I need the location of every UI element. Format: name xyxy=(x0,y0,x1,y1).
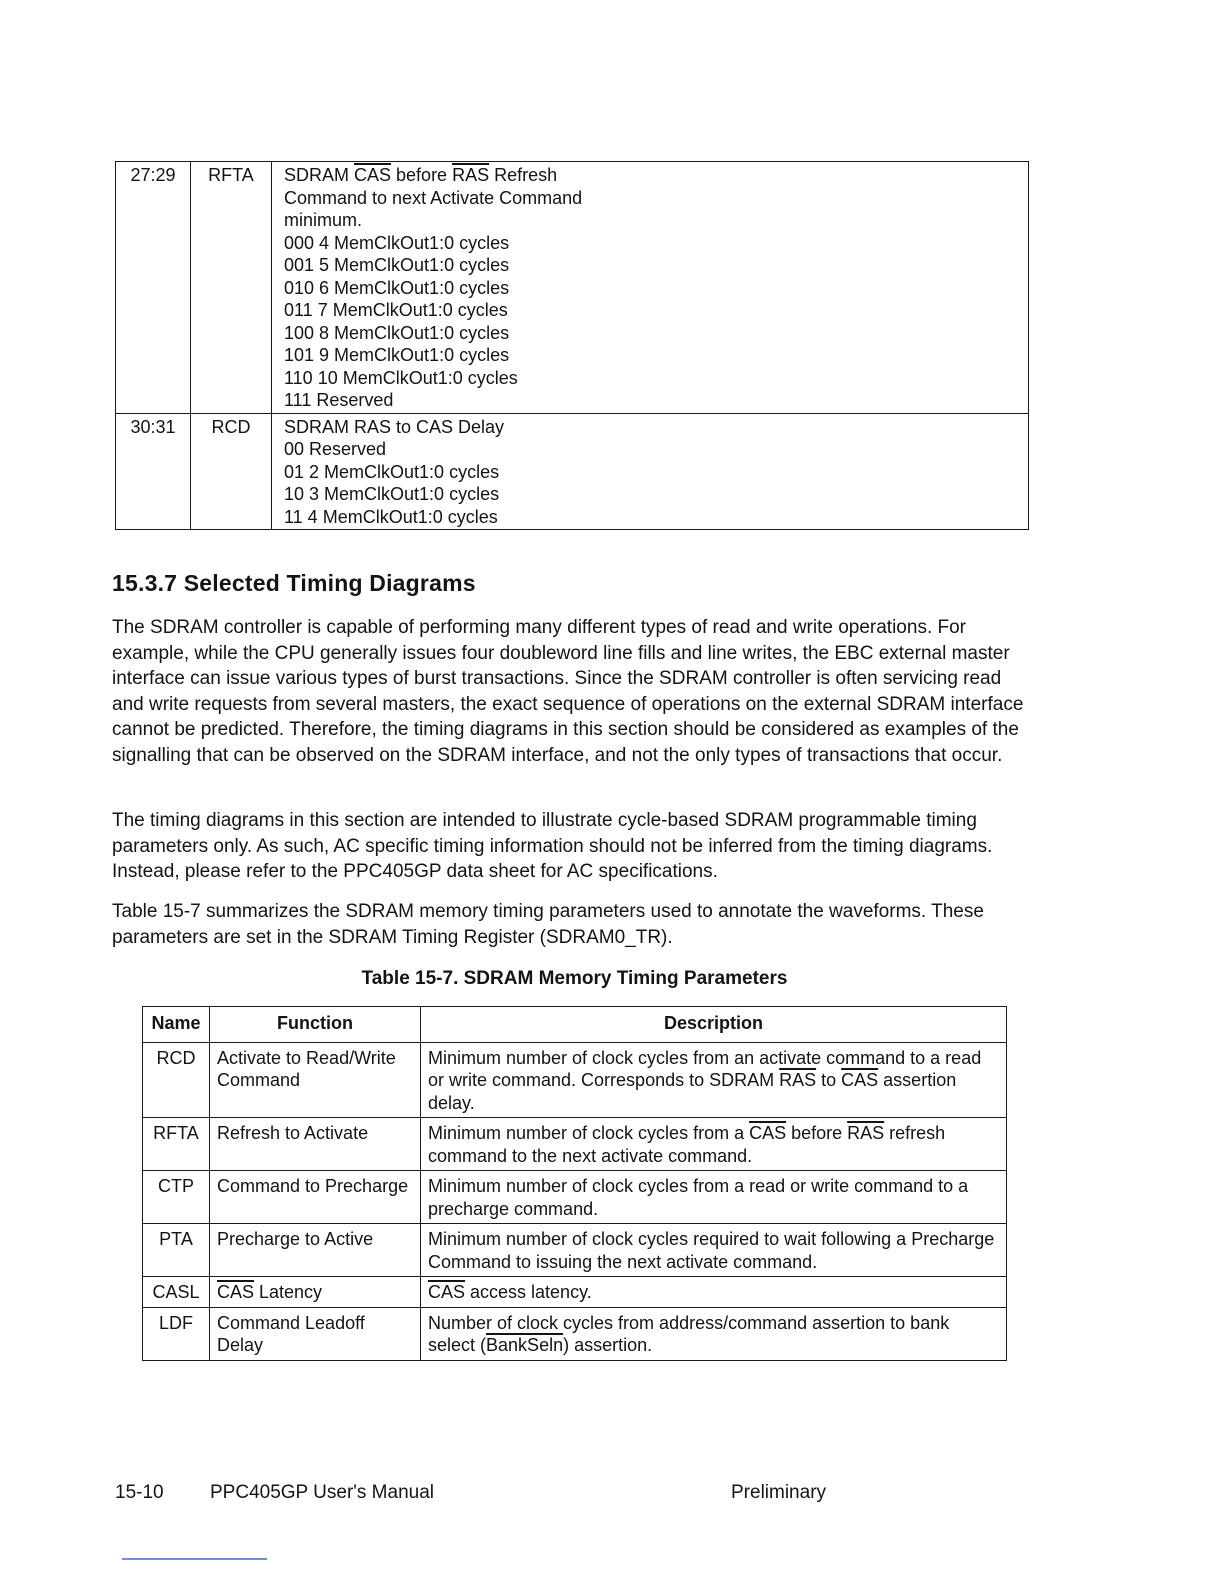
param-function-cell: Command Leadoff Delay xyxy=(210,1307,421,1360)
bits-cell: 27:29 xyxy=(116,162,191,414)
table-row xyxy=(143,1224,1007,1277)
description-line: 111 Reserved xyxy=(284,390,394,410)
description-line: 11 4 MemClkOut1:0 cycles xyxy=(284,506,498,527)
footer-rule xyxy=(122,1558,267,1560)
param-description-cell: Minimum number of clock cycles from a read or write command to a precharge command. xyxy=(421,1171,1007,1224)
param-description-cell: Minimum number of clock cycles from a $\overline{CAS}$ before $\overline{RAS}$ refresh command to the next activate command. xyxy=(421,1118,1007,1171)
param-description-cell: Minimum number of clock cycles from an activate command to a read or write command. Corresponds to SDRAM $\overline{RAS}$ to $\overline{CAS}$ assertion delay. xyxy=(421,1042,1007,1118)
param-function-cell: Command to Precharge xyxy=(210,1171,421,1224)
param-name-cell: CTP xyxy=(143,1171,210,1224)
body-paragraph: The timing diagrams in this section are intended to illustrate cycle-based SDRAM programmable timing parameters only. As such, AC specific timing information should not be inferred from the timing diagrams. Instead, please refer to the PPC405GP data sheet for AC specifications. xyxy=(112,810,993,882)
column-header-description: Description xyxy=(421,1007,1007,1043)
description-line: 000 4 MemClkOut1:0 cycles xyxy=(284,232,510,253)
description-line: 110 10 MemClkOut1:0 cycles xyxy=(284,367,518,388)
section-heading: 15.3.7 Selected Timing Diagrams xyxy=(112,570,476,596)
param-name-cell: LDF xyxy=(143,1307,210,1360)
description-line: SDRAM $\overline{CAS}$ before $\overline{RAS}$ Refresh xyxy=(284,165,558,185)
field-description-cell xyxy=(272,162,1029,414)
cas-signal: $\overline{CAS}$ xyxy=(841,1070,879,1090)
description-line: 10 3 MemClkOut1:0 cycles xyxy=(284,484,500,504)
description-line: 00 Reserved xyxy=(284,439,387,459)
param-name-cell: CASL xyxy=(143,1277,210,1308)
field-name-cell: RCD xyxy=(191,413,272,530)
bits-cell: 30:31 xyxy=(116,413,191,530)
table-row xyxy=(143,1042,1007,1118)
cas-signal: $\overline{CAS}$ xyxy=(749,1123,787,1143)
param-function-cell: $\overline{CAS}$ Latency xyxy=(210,1277,421,1308)
table-header-row xyxy=(143,1007,1007,1043)
column-header-name: Name xyxy=(143,1007,210,1043)
param-description-cell: Minimum number of clock cycles required to wait following a Precharge Command to issuing the next activate command. xyxy=(421,1224,1007,1277)
table-row xyxy=(116,162,1029,414)
cas-signal: $\overline{CAS}$ xyxy=(217,1282,255,1302)
field-name-cell: RFTA xyxy=(191,162,272,414)
param-function-cell: Activate to Read/Write Command xyxy=(210,1042,421,1118)
cas-signal: $\overline{CAS}$ xyxy=(354,165,392,185)
description-line: minimum. xyxy=(284,210,363,230)
table-row xyxy=(143,1307,1007,1360)
column-header-function: Function xyxy=(210,1007,421,1043)
ras-signal: $\overline{RAS}$ xyxy=(779,1070,817,1090)
bankseln-signal: BankSeln xyxy=(486,1335,564,1355)
param-name-cell: RCD xyxy=(143,1042,210,1118)
cas-signal: $\overline{CAS}$ xyxy=(428,1282,466,1302)
description-line: Command to next Activate Command xyxy=(284,187,583,208)
register-field-table xyxy=(115,161,1029,530)
table-row xyxy=(143,1277,1007,1308)
param-name-cell: PTA xyxy=(143,1224,210,1277)
param-function-cell: Precharge to Active xyxy=(210,1224,421,1277)
description-line: 01 2 MemClkOut1:0 cycles xyxy=(284,461,500,482)
description-line: 100 8 MemClkOut1:0 cycles xyxy=(284,322,510,343)
param-name-cell: RFTA xyxy=(143,1118,210,1171)
description-line: 010 6 MemClkOut1:0 cycles xyxy=(284,277,510,298)
param-function-cell: Refresh to Activate xyxy=(210,1118,421,1171)
table-caption: Table 15-7. SDRAM Memory Timing Parameters xyxy=(361,968,788,989)
document-status: Preliminary xyxy=(731,1482,827,1503)
table-row xyxy=(143,1118,1007,1171)
param-description-cell: Number of clock cycles from address/command assertion to bank select (BankSeln) assertion. xyxy=(421,1307,1007,1360)
timing-parameters-table xyxy=(142,1006,1007,1361)
description-line: 001 5 MemClkOut1:0 cycles xyxy=(284,255,510,275)
param-description-cell: $\overline{CAS}$ access latency. xyxy=(421,1277,1007,1308)
field-description-cell xyxy=(272,413,1029,530)
description-line: 011 7 MemClkOut1:0 cycles xyxy=(284,300,508,320)
ras-signal: $\overline{RAS}$ xyxy=(847,1123,885,1143)
ras-signal: $\overline{RAS}$ xyxy=(452,165,490,185)
manual-title: PPC405GP User's Manual xyxy=(210,1482,434,1503)
table-row xyxy=(143,1171,1007,1224)
table-row xyxy=(116,413,1029,530)
body-paragraph: Table 15-7 summarizes the SDRAM memory timing parameters used to annotate the waveforms. These parameters are set in the SDRAM Timing Register (SDRAM0_TR). xyxy=(112,901,984,948)
description-line: 101 9 MemClkOut1:0 cycles xyxy=(284,345,510,365)
page-number: 15-10 xyxy=(115,1482,164,1503)
description-line: SDRAM RAS to CAS Delay xyxy=(284,416,505,437)
body-paragraph: The SDRAM controller is capable of performing many different types of read and write operations. For example, while the CPU generally issues four doubleword line fills and line writes, the EBC external master interface can issue various types of burst transactions. Since the SDRAM controller is often servicing read and write requests from several masters, the exact sequence of operations on the external SDRAM interface cannot be predicted. Therefore, the timing diagrams in this section should be considered as examples of the signalling that can be observed on the SDRAM interface, and not the only types of transactions that occur. xyxy=(112,617,1024,766)
